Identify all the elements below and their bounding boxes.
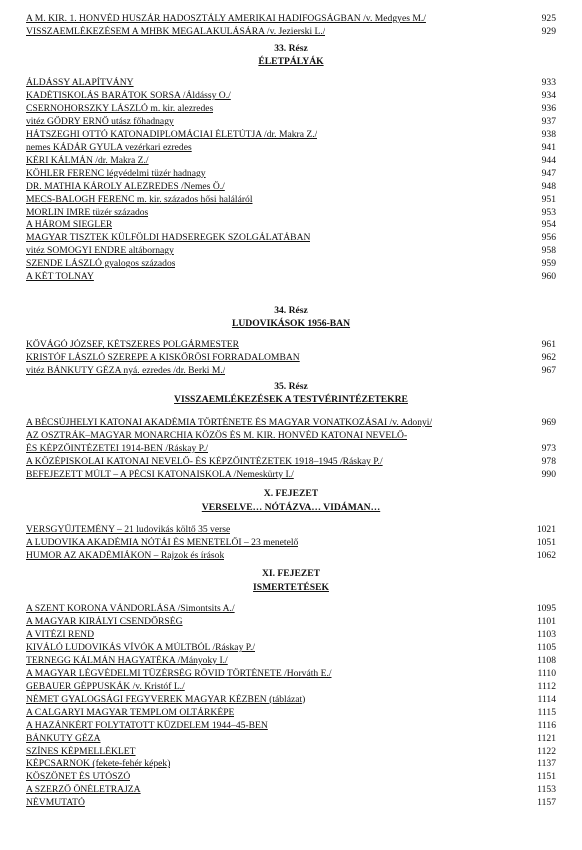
toc-entry-title: A MAGYAR KIRÁLYI CSENDŐRSÉG <box>26 616 183 627</box>
toc-entry-page: 1153 <box>537 784 556 796</box>
toc-entry <box>26 365 556 377</box>
toc-entry <box>26 219 556 231</box>
toc-entry-title: A LUDOVIKA AKADÉMIA NÓTÁI ÉS MENETELŐI – 23 menetelő <box>26 537 299 548</box>
toc-entry-title: AZ OSZTRÁK–MAGYAR MONARCHIA KÖZÖS ÉS M. KIR. HONVÉD KATONAI NEVELŐ- <box>26 429 408 441</box>
toc-entry-page: 934 <box>541 90 556 101</box>
toc-entry-page: 944 <box>541 154 556 166</box>
section-title-text: VERSELVE… NÓTÁZVA… VIDÁMAN… <box>201 502 381 513</box>
toc-entry-page: 990 <box>541 468 556 480</box>
toc-entry-title: MECS-BALOGH FERENC m. kir. százados hősi haláláról <box>26 193 253 205</box>
toc-entry <box>26 90 556 102</box>
section-heading <box>0 488 582 500</box>
toc-entry-title: A MAGYAR LÉGVÉDELMI TÜZÉRSÉG RÖVID TÖRTÉNETE /Horváth E./ <box>26 667 332 679</box>
toc-entry <box>26 271 556 283</box>
toc-entry-title: A M. KIR. 1. HONVÉD HUSZÁR HADOSZTÁLY AMERIKAI HADIFOGSÁGBAN /v. Medgyes M./ <box>26 13 426 24</box>
toc-entry <box>26 245 556 257</box>
toc-entry <box>26 456 556 468</box>
toc-entry-page: 953 <box>541 206 556 218</box>
section-title-text: LUDOVIKÁSOK 1956-BAN <box>231 318 351 329</box>
toc-entry-title: ÉS KÉPZŐINTÉZETEI 1914-BEN /Ráskay P./ <box>26 442 208 454</box>
toc-entry <box>26 537 556 549</box>
toc-entry-title: A KÖZÉPISKOLAI KATONAI NEVELŐ- ÉS KÉPZŐINTÉZETEK 1918–1945 /Ráskay P./ <box>26 455 383 467</box>
toc-entry-page: 929 <box>541 25 556 37</box>
toc-entry-title: HUMOR AZ AKADÉMIÁKON – Rajzok és írások <box>26 549 225 561</box>
toc-entry <box>26 655 556 667</box>
toc-entry-page: 954 <box>541 219 556 231</box>
toc-entry-title: KÉPCSARNOK (fekete-fehér képek) <box>26 758 171 770</box>
toc-entry-page: 947 <box>541 167 556 179</box>
toc-entry-page: 1122 <box>537 745 556 757</box>
toc-entry-title: A CALGARYI MAGYAR TEMPLOM OLTÁRKÉPE <box>26 706 235 718</box>
toc-entry-title: A SZERZŐ ÖNÉLETRAJZA <box>26 784 141 796</box>
toc-entry <box>26 194 556 206</box>
toc-entry <box>26 155 556 167</box>
section-heading <box>0 568 582 580</box>
toc-entry-page: 936 <box>541 102 556 114</box>
toc-entry-page: 958 <box>541 245 556 257</box>
toc-entry-page: 1115 <box>537 706 556 718</box>
toc-entry <box>26 181 556 193</box>
toc-entry <box>26 77 556 89</box>
toc-entry-title: A HAZÁNKÉRT FOLYTATOTT KÜZDELEM 1944–45-BEN <box>26 719 268 731</box>
toc-entry-page: 959 <box>541 258 556 270</box>
toc-entry <box>26 746 556 758</box>
toc-entry <box>26 629 556 641</box>
toc-entry <box>26 258 556 270</box>
toc-entry-page: 960 <box>541 271 556 283</box>
toc-entry-title: A BÉCSÚJHELYI KATONAI AKADÉMIA TÖRTÉNETE ÉS MAGYAR VONATKOZÁSAI /v. Adonyi/ <box>26 417 433 428</box>
toc-entry-title: A KÉT TOLNAY <box>26 271 94 283</box>
section-heading-text: XI. FEJEZET <box>261 568 321 579</box>
toc-entry <box>26 339 556 351</box>
toc-entry <box>26 417 556 429</box>
toc-entry <box>26 116 556 128</box>
section-title <box>0 56 582 68</box>
toc-entry-title: KÖHLER FERENC légvédelmi tüzér hadnagy <box>26 167 206 179</box>
toc-entry-title: vitéz BÁNKUTY GÉZA nyá. ezredes /dr. Berki M./ <box>26 364 226 376</box>
toc-entry-page: 941 <box>541 141 556 153</box>
toc-entry-page: 937 <box>541 115 556 127</box>
section-title <box>0 394 582 406</box>
section-title-text: ÉLETPÁLYÁK <box>258 56 324 67</box>
toc-entry <box>26 352 556 364</box>
section-heading-text: 33. Rész <box>274 43 308 54</box>
toc-entry-page: 969 <box>541 417 556 428</box>
toc-entry <box>26 232 556 244</box>
section-heading-text: 35. Rész <box>274 381 308 392</box>
toc-entry-title: BÁNKUTY GÉZA <box>26 732 101 744</box>
toc-entry-title: SZÍNES KÉPMELLÉKLET <box>26 745 136 757</box>
toc-entry <box>26 797 556 809</box>
toc-entry <box>26 26 556 38</box>
toc-entry-page: 967 <box>541 364 556 376</box>
toc-entry-title: vitéz SOMOGYI ENDRE altábornagy <box>26 245 174 257</box>
toc-entry-title: KRISTÓF LÁSZLÓ SZEREPE A KISKŐRÖSI FORRADALOMBAN <box>26 351 300 363</box>
toc-entry <box>26 616 556 628</box>
toc-entry-page: 1095 <box>536 603 556 614</box>
toc-entry <box>26 603 556 615</box>
toc-entry-title: A SZENT KORONA VÁNDORLÁSA /Simontsits A./ <box>26 603 235 614</box>
toc-entry-title: HÁTSZEGHI OTTÓ KATONADIPLOMÁCIAI ÉLETÚTJA /dr. Makra Z./ <box>26 128 318 140</box>
toc-entry <box>26 207 556 219</box>
toc-entry <box>26 642 556 654</box>
section-title <box>0 502 582 514</box>
toc-entry-page: 948 <box>541 180 556 192</box>
toc-entry <box>26 694 556 706</box>
toc-entry-page: 1121 <box>537 732 556 744</box>
toc-entry-page: 933 <box>541 77 556 88</box>
toc-entry-title: MAGYAR TISZTEK KÜLFÖLDI HADSEREGEK SZOLGÁLATÁBAN <box>26 232 311 244</box>
section-title <box>0 318 582 330</box>
toc-entry-title: A HÁROM SIEGLER <box>26 219 113 231</box>
toc-entry-page: 925 <box>541 13 556 24</box>
section-heading-text: 34. Rész <box>274 305 308 316</box>
toc-entry <box>26 771 556 783</box>
toc-entry-title: vitéz GŐDRY ERNŐ utász főhadnagy <box>26 115 174 127</box>
toc-entry-page: 1103 <box>537 628 556 640</box>
section-heading <box>0 305 582 317</box>
toc-entry-page: 1116 <box>537 719 556 731</box>
toc-entry-page: 1051 <box>536 537 556 548</box>
toc-entry-title: MORLIN IMRE tüzér százados <box>26 206 149 218</box>
toc-entry <box>26 142 556 154</box>
toc-entry-page: 1137 <box>537 758 556 770</box>
section-title <box>0 582 582 594</box>
toc-entry-title: VISSZAEMLÉKEZÉSEM A MHBK MEGALAKULÁSÁRA /v. Jezierski L./ <box>26 25 326 37</box>
section-title-text: ISMERTETÉSEK <box>253 582 329 593</box>
toc-entry-title: KADÉTISKOLÁS BARÁTOK SORSA /Áldássy O./ <box>26 90 231 101</box>
toc-entry-title: KÖSZÖNET ÉS UTÓSZÓ <box>26 771 131 783</box>
toc-entry <box>26 681 556 693</box>
toc-entry-title: KÉRI KÁLMÁN /dr. Makra Z./ <box>26 154 149 166</box>
toc-entry-page: 978 <box>541 455 556 467</box>
toc-entry-page: 1105 <box>537 641 556 653</box>
toc-entry <box>26 707 556 719</box>
toc-entry <box>26 469 556 481</box>
toc-entry <box>26 758 556 770</box>
toc-entry <box>26 443 556 455</box>
toc-entry <box>26 524 556 536</box>
toc-entry-page: 1062 <box>536 549 556 561</box>
toc-entry-title: DR. MATHIA KÁROLY ALEZREDES /Nemes Ö./ <box>26 180 225 192</box>
toc-entry-page: 1101 <box>537 616 556 627</box>
toc-entry-title: SZENDE LÁSZLÓ gyalogos százados <box>26 258 176 270</box>
toc-entry-page: 1114 <box>537 693 556 705</box>
toc-entry <box>26 430 556 442</box>
toc-entry <box>26 550 556 562</box>
toc-entry <box>26 668 556 680</box>
toc-entry-title: nemes KÁDÁR GYULA vezérkari ezredes <box>26 141 192 153</box>
toc-entry-title: KIVÁLÓ LUDOVIKÁS VÍVÓK A MÚLTBÓL /Ráskay P./ <box>26 641 256 653</box>
section-heading <box>0 381 582 393</box>
toc-entry-page: 962 <box>541 351 556 363</box>
toc-entry-title: BEFEJEZETT MÚLT – A PÉCSI KATONAISKOLA /Nemeskürty I./ <box>26 468 294 480</box>
toc-entry-title: KŐVÁGÓ JÓZSEF, KÉTSZERES POLGÁRMESTER <box>26 339 239 350</box>
toc-entry <box>26 784 556 796</box>
toc-entry-title: A VITÉZI REND <box>26 628 95 640</box>
toc-entry-title: NÉVMUTATÓ <box>26 797 85 809</box>
toc-entry <box>26 129 556 141</box>
toc-entry-title: CSERNOHORSZKY LÁSZLÓ m. kir. alezredes <box>26 102 214 114</box>
toc-entry-page: 1157 <box>537 797 556 809</box>
toc-entry-page: 1151 <box>537 771 556 783</box>
toc-entry-title: NÉMET GYALOGSÁGI FEGYVEREK MAGYAR KÉZBEN (táblázat) <box>26 693 306 705</box>
toc-entry-page: 1112 <box>537 680 556 692</box>
toc-entry <box>26 13 556 25</box>
toc-entry <box>26 720 556 732</box>
toc-entry-page: 1110 <box>537 667 556 679</box>
section-heading <box>0 43 582 55</box>
toc-entry-page: 961 <box>541 339 556 350</box>
toc-entry <box>26 168 556 180</box>
toc-entry-page: 1108 <box>537 654 556 666</box>
toc-entry <box>26 103 556 115</box>
toc-entry-title: ÁLDÁSSY ALAPÍTVÁNY <box>26 77 134 88</box>
toc-entry <box>26 733 556 745</box>
toc-entry-page: 1021 <box>536 524 556 535</box>
toc-entry-page: 973 <box>541 442 556 454</box>
toc-entry-page: 956 <box>541 232 556 244</box>
toc-entry-title: TERNEGG KÁLMÁN HAGYATÉKA /Mányoky I./ <box>26 654 228 666</box>
toc-entry-title: GEBAUER GÉPPUSKÁK /v. Kristóf L./ <box>26 680 185 692</box>
section-title-text: VISSZAEMLÉKEZÉSEK A TESTVÉRINTÉZETEKRE <box>174 394 408 405</box>
toc-entry-page: 938 <box>541 128 556 140</box>
section-heading-text: X. FEJEZET <box>263 488 319 499</box>
toc-entry-page: 951 <box>541 193 556 205</box>
toc-entry-title: VERSGYŰJTEMÉNY – 21 ludovikás költő 35 verse <box>26 524 231 535</box>
